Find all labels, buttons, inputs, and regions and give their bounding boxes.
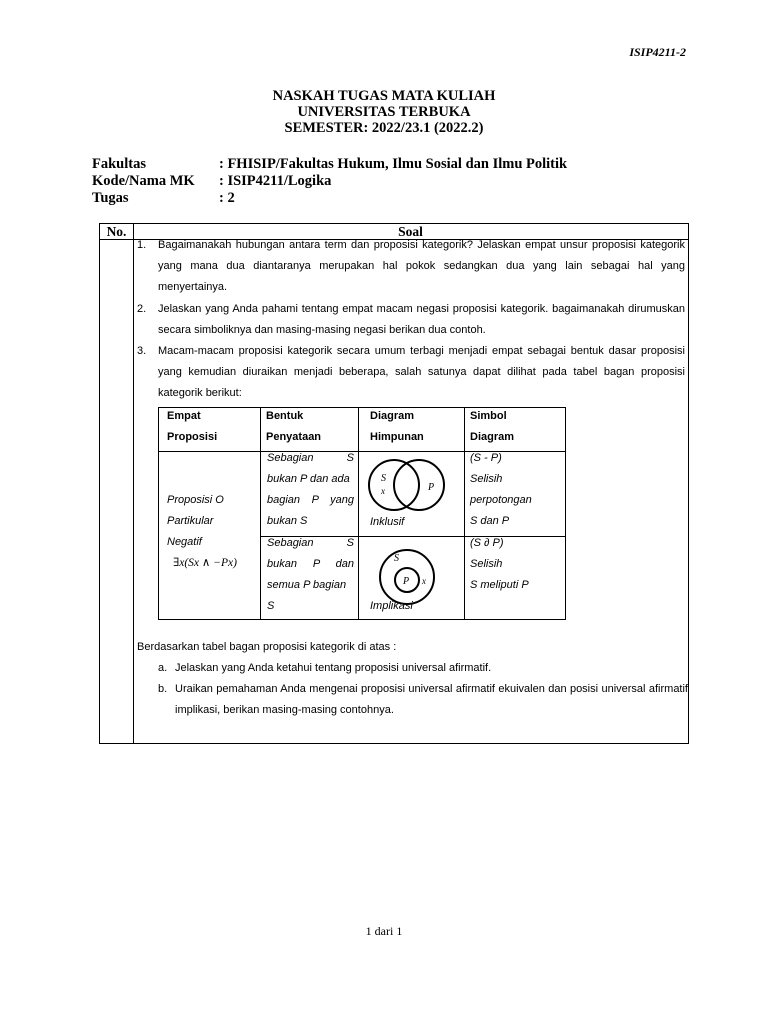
column-header-no: No. bbox=[106, 224, 127, 239]
sub-question-a bbox=[158, 658, 688, 679]
element-label: x bbox=[422, 576, 426, 586]
question-1 bbox=[137, 235, 685, 298]
proposition-formula: ∃x(Sx ∧ −Px) bbox=[173, 557, 237, 569]
set-label: S bbox=[394, 553, 399, 564]
venn-inclusive-diagram bbox=[364, 452, 459, 512]
statement-row-2: Sebagian S bukan P dan semua P bagian S bbox=[267, 537, 354, 612]
page-number: 1 dari 1 bbox=[365, 924, 403, 938]
proposition-table bbox=[158, 407, 566, 620]
column-divider bbox=[358, 408, 359, 619]
course-meta bbox=[92, 156, 567, 207]
question-number: 3. bbox=[137, 345, 147, 357]
set-label: P bbox=[428, 482, 435, 493]
header-bentuk-penyataan: Bentuk Penyataan bbox=[266, 410, 322, 443]
document-title bbox=[0, 88, 768, 136]
meta-value: : 2 bbox=[219, 190, 235, 206]
sub-question-b bbox=[158, 679, 688, 721]
set-label: S bbox=[381, 473, 386, 484]
after-table-intro: Berdasarkan tabel bagan proposisi kategorik di atas : bbox=[137, 641, 397, 653]
title-line-2: UNIVERSITAS TERBUKA bbox=[297, 104, 471, 120]
header-diagram-himpunan: Diagram Himpunan bbox=[370, 410, 424, 443]
question-text: Jelaskan yang Anda pahami tentang empat macam negasi proposisi kategorik. bagaimanakah dirumuskan secara simboliknya dan masing-masing negasi berikan dua contoh. bbox=[158, 303, 685, 336]
element-label: x bbox=[381, 486, 385, 496]
meta-row-tugas bbox=[92, 190, 567, 207]
meta-value: : FHISIP/Fakultas Hukum, Ilmu Sosial dan Ilmu Politik bbox=[219, 156, 568, 172]
symbol-row-1: (S - P) Selisih perpotongan S dan P bbox=[470, 452, 532, 527]
diagram-caption-1: Inklusif bbox=[370, 516, 405, 528]
question-2 bbox=[137, 299, 685, 341]
set-label: P bbox=[403, 576, 410, 587]
sub-question-marker: b. bbox=[158, 683, 168, 695]
document-code: ISIP4211-2 bbox=[629, 45, 686, 59]
meta-value: : ISIP4211/Logika bbox=[219, 173, 332, 189]
column-divider bbox=[464, 408, 465, 619]
sub-question-marker: a. bbox=[158, 662, 168, 674]
diagram-caption-2: Implikasi bbox=[370, 600, 413, 612]
header-empat-proposisi: Empat Proposisi bbox=[167, 410, 218, 443]
question-3 bbox=[137, 341, 685, 404]
column-divider bbox=[133, 224, 134, 743]
title-line-3: SEMESTER: 2022/23.1 (2022.2) bbox=[284, 120, 484, 136]
meta-row-kode bbox=[92, 173, 567, 190]
title-line-1: NASKAH TUGAS MATA KULIAH bbox=[272, 88, 496, 104]
meta-row-fakultas bbox=[92, 156, 567, 173]
question-number: 1. bbox=[137, 239, 147, 251]
statement-row-1: Sebagian S bukan P dan ada bagian P yang bukan S bbox=[267, 452, 354, 527]
column-header-soal: Soal bbox=[398, 224, 423, 239]
proposition-name: Proposisi O Partikular Negatif bbox=[167, 494, 224, 548]
sub-question-text: Jelaskan yang Anda ketahui tentang proposisi universal afirmatif. bbox=[175, 662, 492, 674]
question-text: Macam-macam proposisi kategorik secara umum terbagi menjadi empat sebagai bentuk dasar proposisi yang kemudian diuraikan menjadi beberapa, salah satunya dapat dilihat pada tabel bagan proposisi kategorik berikut: bbox=[158, 345, 685, 399]
meta-label: Kode/Nama MK bbox=[92, 173, 195, 189]
meta-label: Tugas bbox=[92, 190, 129, 206]
question-text: Bagaimanakah hubungan antara term dan proposisi kategorik? Jelaskan empat unsur proposisi kategorik yang mana dua diantaranya merupakan hal pokok sedangkan dua yang lain sebagai hal yang menyertainya. bbox=[158, 239, 685, 293]
column-divider bbox=[260, 408, 261, 619]
question-number: 2. bbox=[137, 303, 147, 315]
meta-label: Fakultas bbox=[92, 156, 146, 172]
header-simbol-diagram: Simbol Diagram bbox=[470, 410, 515, 443]
symbol-row-2: (S ∂ P) Selisih S meliputi P bbox=[470, 537, 529, 591]
sub-question-text: Uraikan pemahaman Anda mengenai proposisi universal afirmatif ekuivalen dan posisi universal afirmatif implikasi, berikan masing-masing contohnya. bbox=[175, 683, 688, 716]
